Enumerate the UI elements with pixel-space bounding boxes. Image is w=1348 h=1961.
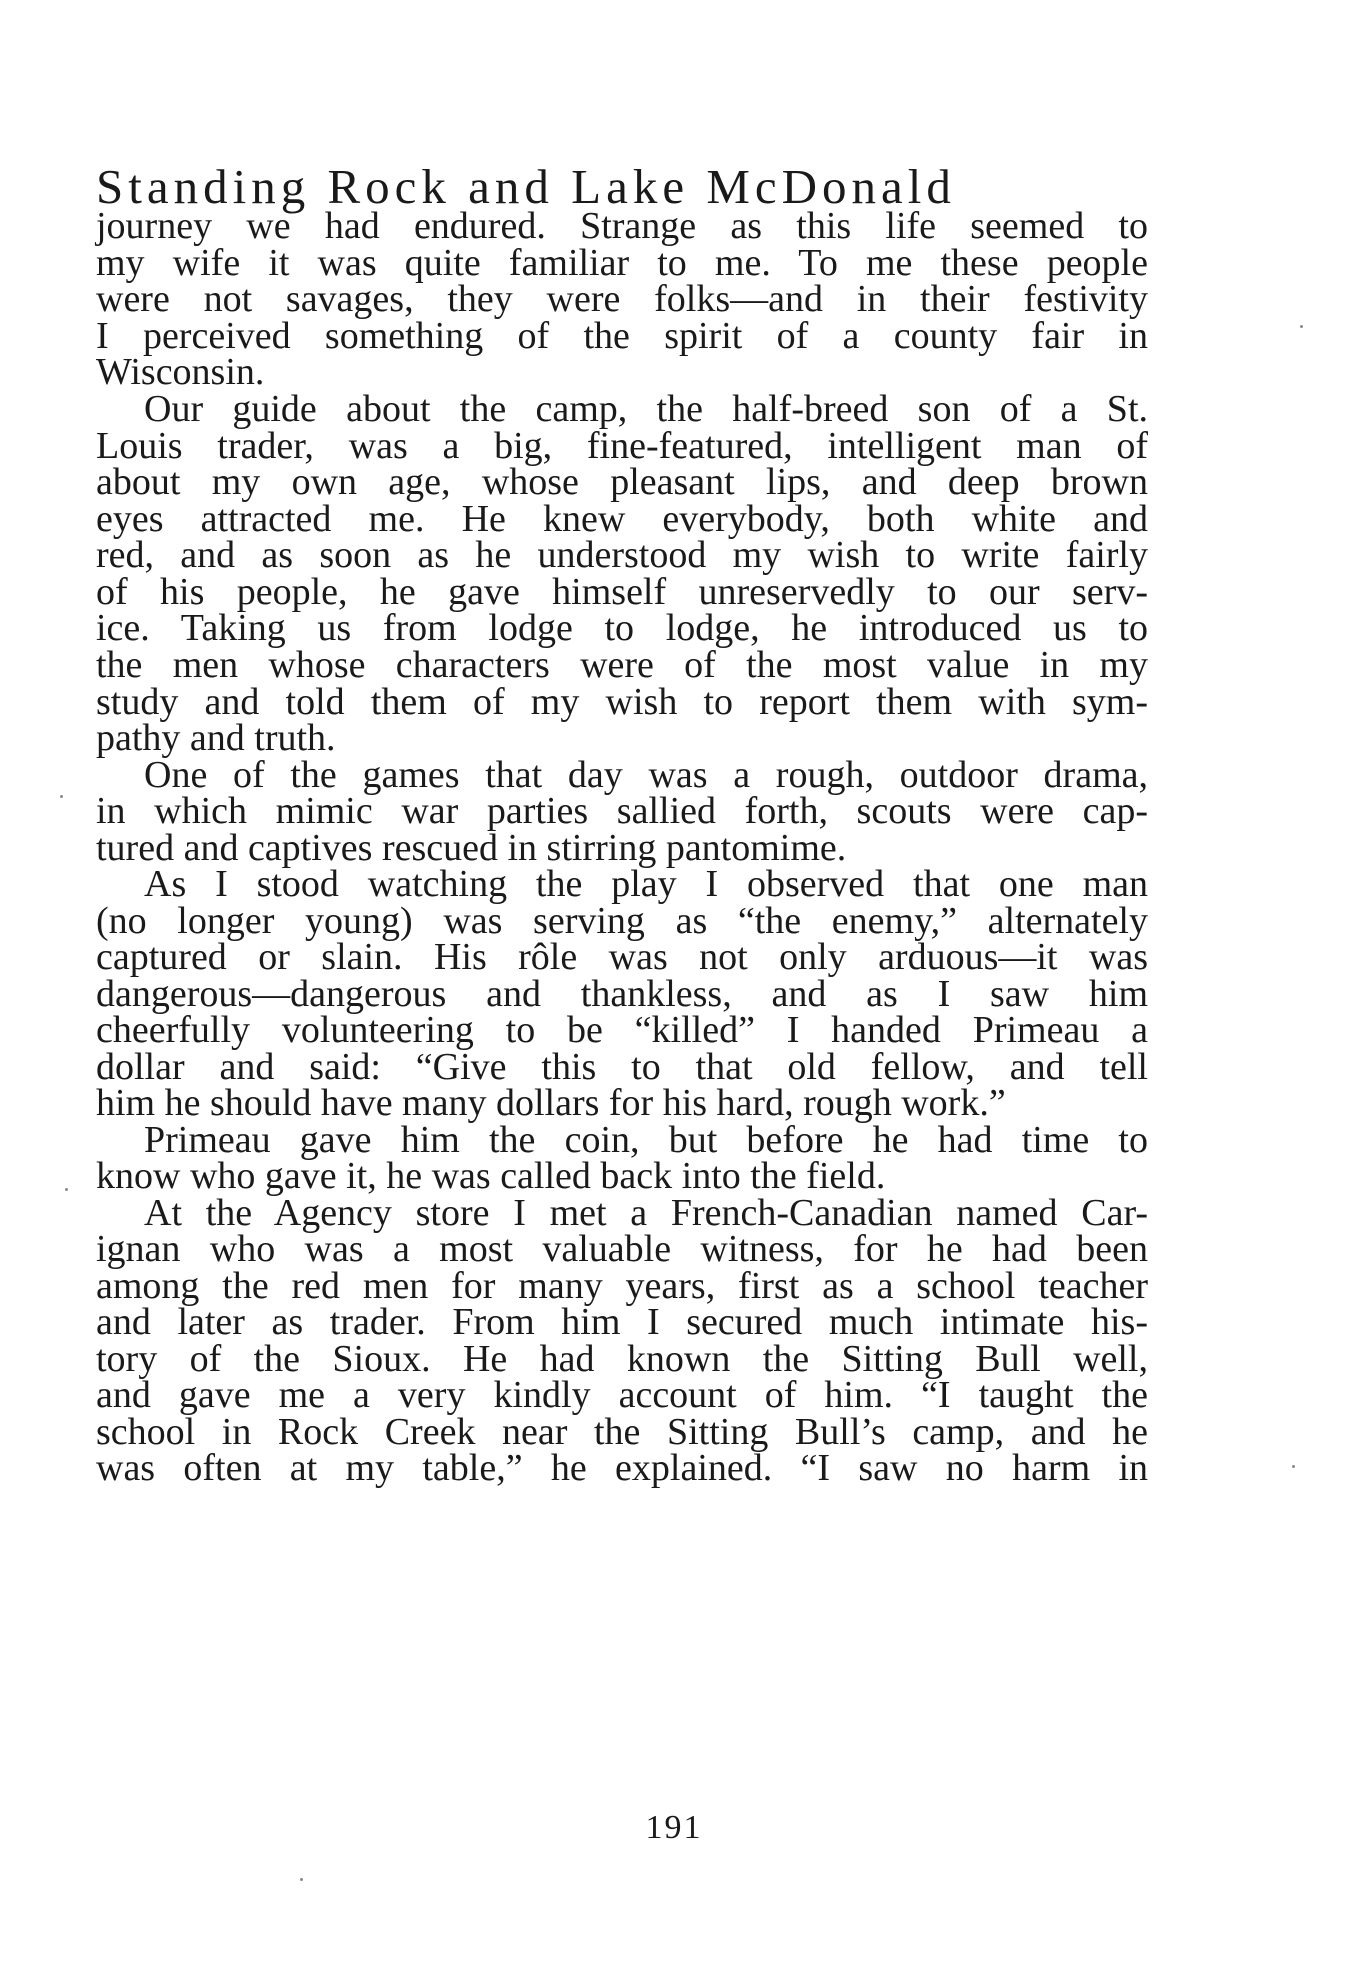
text-line: eyes attracted me. He knew everybody, both white and (96, 498, 1148, 540)
text-line: among the red men for many years, first as a school teacher (96, 1265, 1148, 1307)
running-title: Standing Rock and Lake McDonald (96, 159, 956, 214)
scan-speck (60, 795, 63, 798)
text-line: about my own age, whose pleasant lips, and deep brown (96, 461, 1148, 503)
text-line: was often at my table,” he explained. “I saw no harm in (96, 1447, 1148, 1489)
text-line: school in Rock Creek near the Sitting Bull’s camp, and he (96, 1411, 1148, 1453)
text-line: Primeau gave him the coin, but before he had time to (144, 1119, 1148, 1161)
text-line: As I stood watching the play I observed that one man (144, 863, 1148, 905)
text-line: in which mimic war parties sallied forth, scouts were cap- (96, 790, 1148, 832)
text-line: I perceived something of the spirit of a county fair in (96, 315, 1148, 357)
text-line: Our guide about the camp, the half-breed son of a St. (144, 388, 1148, 430)
text-line: were not savages, they were folks—and in their festivity (96, 278, 1148, 320)
text-line: tory of the Sioux. He had known the Sitting Bull well, (96, 1338, 1148, 1380)
text-line: know who gave it, he was called back into the field. (96, 1155, 886, 1197)
text-line: pathy and truth. (96, 717, 336, 759)
text-line: One of the games that day was a rough, outdoor drama, (144, 754, 1148, 796)
text-line: red, and as soon as he understood my wish to write fairly (96, 534, 1148, 576)
text-line: Wisconsin. (96, 351, 265, 393)
text-line: captured or slain. His rôle was not only arduous—it was (96, 936, 1148, 978)
text-line: Louis trader, was a big, fine-featured, intelligent man of (96, 425, 1148, 467)
text-line: him he should have many dollars for his hard, rough work.” (96, 1082, 1006, 1124)
text-line: ignan who was a most valuable witness, for he had been (96, 1228, 1148, 1270)
text-line: tured and captives rescued in stirring pantomime. (96, 827, 847, 869)
text-line: and gave me a very kindly account of him. “I taught the (96, 1374, 1148, 1416)
text-line: (no longer young) was serving as “the enemy,” alternately (96, 900, 1148, 942)
text-line: journey we had endured. Strange as this life seemed to (96, 205, 1148, 247)
page-number: 191 (645, 1809, 703, 1846)
text-line: dollar and said: “Give this to that old fellow, and tell (96, 1046, 1148, 1088)
text-line: the men whose characters were of the most value in my (96, 644, 1148, 686)
text-line: ice. Taking us from lodge to lodge, he introduced us to (96, 607, 1148, 649)
scan-speck (300, 1878, 303, 1881)
text-line: dangerous—dangerous and thankless, and as I saw him (96, 973, 1148, 1015)
text-line: of his people, he gave himself unreservedly to our serv- (96, 571, 1148, 613)
text-line: cheerfully volunteering to be “killed” I handed Primeau a (96, 1009, 1148, 1051)
scan-speck (1300, 325, 1303, 328)
scan-speck (65, 1188, 68, 1191)
text-line: study and told them of my wish to report them with sym- (96, 681, 1148, 723)
text-line: my wife it was quite familiar to me. To me these people (96, 242, 1148, 284)
text-line: At the Agency store I met a French-Canadian named Car- (144, 1192, 1148, 1234)
text-line: and later as trader. From him I secured much intimate his- (96, 1301, 1148, 1343)
scan-speck (1292, 1465, 1295, 1468)
